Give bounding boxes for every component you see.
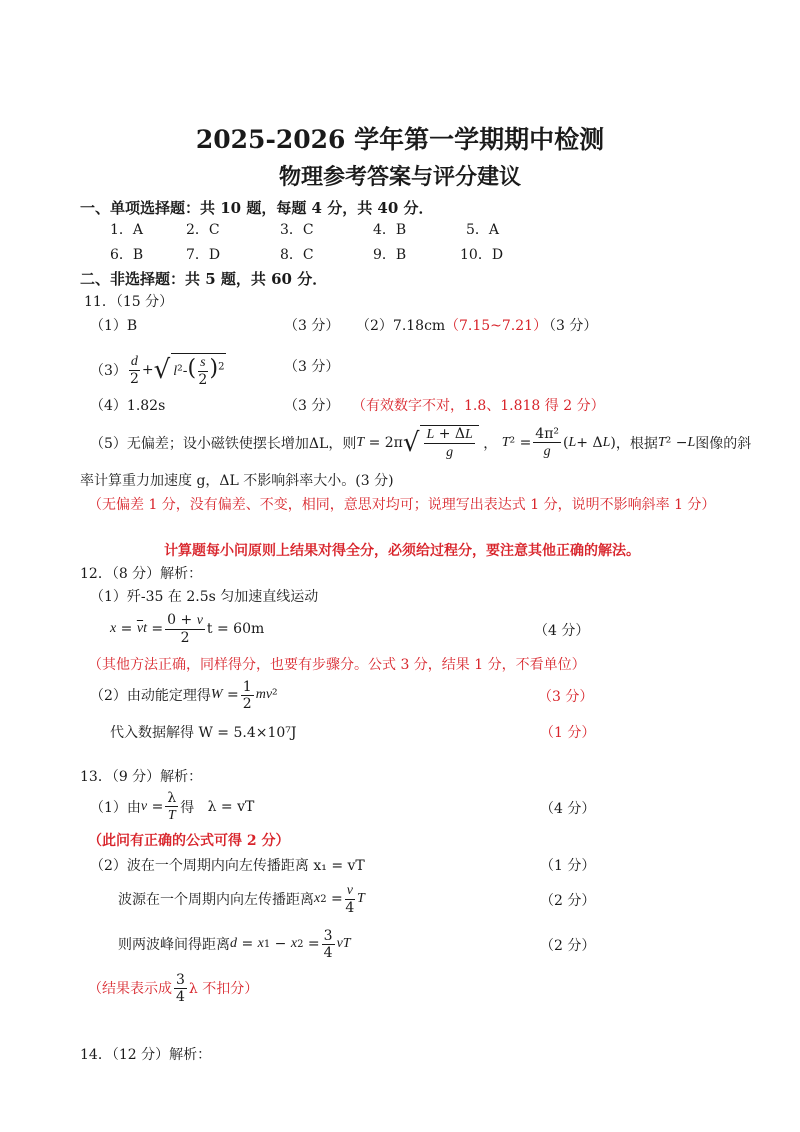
q13-p2-line xyxy=(90,855,365,875)
q13-p1-formula: （1）由 v = $\frac{\lambda}{T}$ 得 λ = vT xyxy=(90,790,255,823)
answer-item: 3．C xyxy=(280,222,314,238)
q12-p1-formula: x = $\overline{v}$ t = $\frac{0 + v}{2}$ t = 60m xyxy=(110,612,265,646)
q13-p4-score: （2 分） xyxy=(540,938,596,954)
q13-p1-label: （1）由 xyxy=(90,800,141,816)
q12-p2-result-score: （1 分） xyxy=(540,725,596,741)
q11-p3-formula: （3） $\frac{d}{2}$ + √ l²-( $\frac{s}{2}$ )$^2$ xyxy=(90,354,225,388)
answer-item: 8．C xyxy=(280,247,314,263)
q13-p1-result: λ = vT xyxy=(207,799,255,815)
q11-p2-label: （2）7.18cm xyxy=(356,318,446,334)
q13-p1-note: （此问有正确的公式可得 2 分） xyxy=(88,833,290,849)
page-title: 2025-2026 学年第一学期期中检测 xyxy=(195,125,605,154)
q12-p2-label: （2）由动能定理得 xyxy=(90,688,211,704)
q13-p4-label: 则两波峰间得距离 xyxy=(118,937,230,953)
q11-p4-score: （3 分） xyxy=(284,398,340,414)
q13-p2-label: （2）波在一个周期内向左传播距离 xyxy=(90,858,309,874)
q11-p1-score: （3 分） xyxy=(284,318,340,334)
answer-item: 6．B xyxy=(110,247,144,263)
q13-p3-score: （2 分） xyxy=(540,893,596,909)
q13-p4-note: （结果表示成 $\frac{3}{4}$ λ 不扣分） xyxy=(88,971,259,1005)
q11-p5-text-c: 图像的斜 xyxy=(695,436,752,452)
q12-p1-note: （其他方法正确，同样得分，也要有步骤分。公式 3 分，结果 1 分，不看单位） xyxy=(88,657,586,673)
q13-p2-expr: x₁ = vT xyxy=(313,858,365,874)
q11-p3-label: （3） xyxy=(90,363,127,379)
q14-header: 14．（12 分）解析： xyxy=(80,1047,212,1063)
q11-p5-line2: 率计算重力加速度 g，ΔL 不影响斜率大小。(3 分) xyxy=(80,473,394,489)
answer-item: 1．A xyxy=(110,222,144,238)
q13-p1-score: （4 分） xyxy=(540,801,596,817)
answer-item: 7．D xyxy=(186,247,221,263)
q11-p4-label: （4）1.82s xyxy=(90,398,166,414)
q13-p4-note-a: （结果表示成 xyxy=(88,981,172,997)
q13-p3-formula: 波源在一个周期内向左传播距离 x 2 = $\frac{v}{4}$ T xyxy=(118,883,365,916)
answer-item: 9．B xyxy=(373,247,407,263)
q11-header: 11．（15 分） xyxy=(84,294,174,310)
q13-p4-formula: 则两波峰间得距离 d = x 1 − x 2 = $\frac{3}{4}$ vT xyxy=(118,927,351,961)
q13-p2-score: （1 分） xyxy=(540,858,596,874)
q12-p1-score: （4 分） xyxy=(534,623,590,639)
q12-header: 12．（8 分）解析： xyxy=(80,566,203,582)
part2-heading: 二、非选择题：共 5 题，共 60 分． xyxy=(80,270,328,288)
answer-grid xyxy=(0,219,800,269)
q13-p3-label: 波源在一个周期内向左传播距离 xyxy=(118,892,314,908)
q12-p1-result: t = 60m xyxy=(206,621,265,637)
answer-item: 5．A xyxy=(466,222,500,238)
q11-p5-line: （5）无偏差；设小磁铁使摆长增加ΔL，则 T = 2π √ $\frac{L + \Delta L}{g}$ ， T ² = $\frac{\text{4π²}}{g}$ ( L + Δ L ) ，根据 T ² − L 图像的斜 xyxy=(90,426,752,460)
q11-p5-text-a: （5）无偏差；设小磁铁使摆长增加ΔL，则 xyxy=(90,436,357,452)
q11-p3-score: （3 分） xyxy=(284,359,340,375)
page-subtitle: 物理参考答案与评分建议 xyxy=(278,164,521,190)
answer-item: 4．B xyxy=(373,222,407,238)
q13-p1-mid: 得 xyxy=(180,800,195,816)
q11-p2-score: （3 分） xyxy=(542,318,598,334)
q13-p4-note-b: λ 不扣分） xyxy=(188,981,259,997)
calc-note: 计算题每小问原则上结果对得全分，必须给过程分，要注意其他正确的解法。 xyxy=(164,543,640,559)
q11-p5-note: （无偏差 1 分，没有偏差、不变，相同，意思对均可；说理写出表达式 1 分，说明不影响斜率 1 分） xyxy=(88,497,716,513)
q11-p1-label: （1）B xyxy=(90,318,138,334)
q12-p1-label: （1）歼-35 在 2.5s 匀加速直线运动 xyxy=(90,589,319,605)
answer-item: 10．D xyxy=(460,247,504,263)
part1-heading: 一、单项选择题：共 10 题，每题 4 分，共 40 分． xyxy=(80,199,434,217)
q12-p2-score: （3 分） xyxy=(538,689,594,705)
q11-p2-range: （7.15~7.21） xyxy=(445,318,548,334)
q12-p2-formula: （2）由动能定理得 W = $\frac{1}{2}$ mv ² xyxy=(90,678,278,712)
q11-p5-text-b: ，根据 xyxy=(615,436,658,452)
q12-p2-result: 代入数据解得 W = 5.4×10⁷J xyxy=(110,725,297,741)
q11-p4-note: （有效数字不对，1.8、1.818 得 2 分） xyxy=(352,398,605,414)
answer-item: 2．C xyxy=(186,222,220,238)
q13-header: 13．（9 分）解析： xyxy=(80,769,203,785)
